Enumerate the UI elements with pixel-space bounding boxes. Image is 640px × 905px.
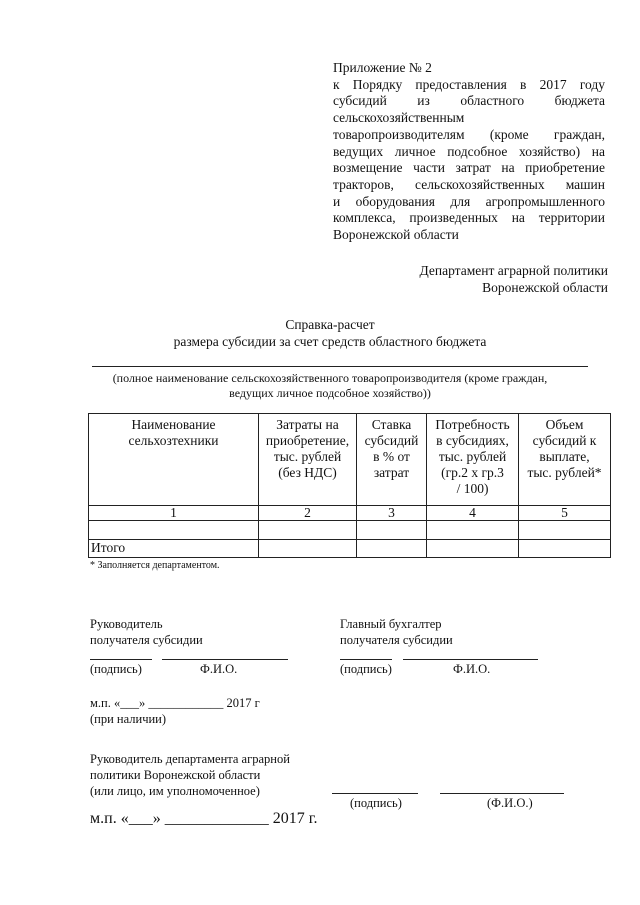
head-signature-title (90, 616, 203, 648)
chief-fio-line (403, 659, 538, 660)
header-text: тыс. рублей (438, 449, 507, 464)
head-signature-line (90, 659, 152, 660)
column-number: 2 (259, 506, 357, 521)
fio-label: Ф.И.О. (453, 662, 491, 676)
dept-signature-line (332, 793, 418, 794)
table-cell (357, 540, 427, 558)
signature-label: (подпись) (340, 662, 392, 676)
appendix-line: и оборудования для агропромышленного (333, 193, 605, 209)
header-text: затрат (373, 465, 410, 480)
title-line: размера субсидии за счет средств областного бюджета (173, 334, 487, 349)
header-cell-costs (259, 414, 357, 506)
signature-title-line: Руководитель департамента аграрной (90, 752, 290, 766)
recipient-caption (80, 371, 580, 401)
appendix-line: комплекса, произведенных на территории (333, 210, 605, 226)
header-text: Ставка (371, 417, 412, 432)
table-cell (357, 521, 427, 540)
stamp-note: (при наличии) (90, 712, 167, 726)
department-head-title (90, 751, 290, 799)
table-cell (519, 540, 611, 558)
table-cell (519, 521, 611, 540)
table-header-row (89, 414, 611, 506)
appendix-line: Воронежской области (333, 227, 459, 243)
appendix-line: товаропроизводителям (кроме граждан, (333, 126, 605, 142)
header-text: Затраты на (276, 417, 339, 432)
stamp-line: м.п. «___» ____________ 2017 г (90, 696, 260, 710)
appendix-line: субсидий из областного бюджета (333, 93, 605, 109)
header-text: тыс. рублей* (527, 465, 602, 480)
appendix-line: к Порядку предоставления в 2017 году (333, 76, 605, 92)
table-cell (427, 521, 519, 540)
title-line: Справка-расчет (285, 317, 375, 332)
table-cell (89, 521, 259, 540)
header-text: Наименование (131, 417, 216, 432)
header-text: (гр.2 х гр.3 (441, 465, 504, 480)
fio-label: Ф.И.О. (200, 662, 238, 676)
chief-accountant-title (340, 616, 453, 648)
total-row (89, 540, 611, 558)
column-number-row (89, 506, 611, 521)
appendix-line: тракторов, сельскохозяйственных машин (333, 176, 605, 192)
signature-title-line: политики Воронежской области (90, 768, 261, 782)
appendix-line: ведущих личное подсобное хозяйство) на (333, 143, 605, 159)
table-cell (259, 540, 357, 558)
appendix-block (333, 60, 605, 244)
header-text: Потребность (435, 417, 510, 432)
signature-title-line: Главный бухгалтер (340, 617, 442, 631)
signature-title-line: (или лицо, им уполномоченное) (90, 784, 260, 798)
table-row (89, 521, 611, 540)
signature-title-line: Руководитель (90, 617, 163, 631)
header-text: приобретение, (265, 433, 350, 448)
signature-title-line: получателя субсидии (340, 633, 453, 647)
signature-label: (подпись) (90, 662, 142, 676)
department-line: Воронежской области (482, 279, 608, 295)
dept-stamp-line: м.п. «___» _____________ 2017 г. (90, 810, 318, 827)
header-text: / 100) (456, 481, 489, 496)
recipient-name-line (92, 366, 588, 367)
header-cell-need (427, 414, 519, 506)
dept-fio-line (440, 793, 564, 794)
chief-signature-line (340, 659, 392, 660)
header-text: субсидий к (532, 433, 597, 448)
recipient-caption-line: (полное наименование сельскохозяйственного товаропроизводителя (кроме граждан, (112, 371, 548, 385)
appendix-number: Приложение № 2 (333, 60, 432, 75)
head-fio-line (162, 659, 288, 660)
header-cell-volume (519, 414, 611, 506)
footnote: * Заполняется департаментом. (90, 560, 220, 571)
header-text: тыс. рублей (273, 449, 342, 464)
stamp-block (90, 695, 260, 727)
header-text: Объем (545, 417, 584, 432)
header-text: выплате, (539, 449, 590, 464)
table-cell (259, 521, 357, 540)
header-cell-rate (357, 414, 427, 506)
header-text: в субсидиях, (436, 433, 509, 448)
header-text: субсидий (364, 433, 419, 448)
table-cell (427, 540, 519, 558)
header-text: в % от (373, 449, 410, 464)
column-number: 3 (357, 506, 427, 521)
header-cell-name (89, 414, 259, 506)
header-text: сельхозтехники (128, 433, 219, 448)
header-text: (без НДС) (278, 465, 337, 480)
column-number: 1 (89, 506, 259, 521)
total-label: Итого (89, 540, 259, 558)
dept-fio-label: (Ф.И.О.) (487, 796, 533, 810)
dept-signature-label: (подпись) (350, 796, 402, 810)
column-number: 5 (519, 506, 611, 521)
calculation-table (88, 413, 611, 558)
appendix-line: возмещение части затрат на приобретение (333, 160, 605, 176)
document-title (80, 316, 580, 350)
department-line: Департамент аграрной политики (419, 263, 608, 278)
recipient-caption-line: ведущих личное подсобное хозяйство)) (229, 386, 431, 400)
appendix-line: сельскохозяйственным (333, 110, 465, 126)
department-addressee (360, 263, 608, 296)
column-number: 4 (427, 506, 519, 521)
signature-title-line: получателя субсидии (90, 633, 203, 647)
